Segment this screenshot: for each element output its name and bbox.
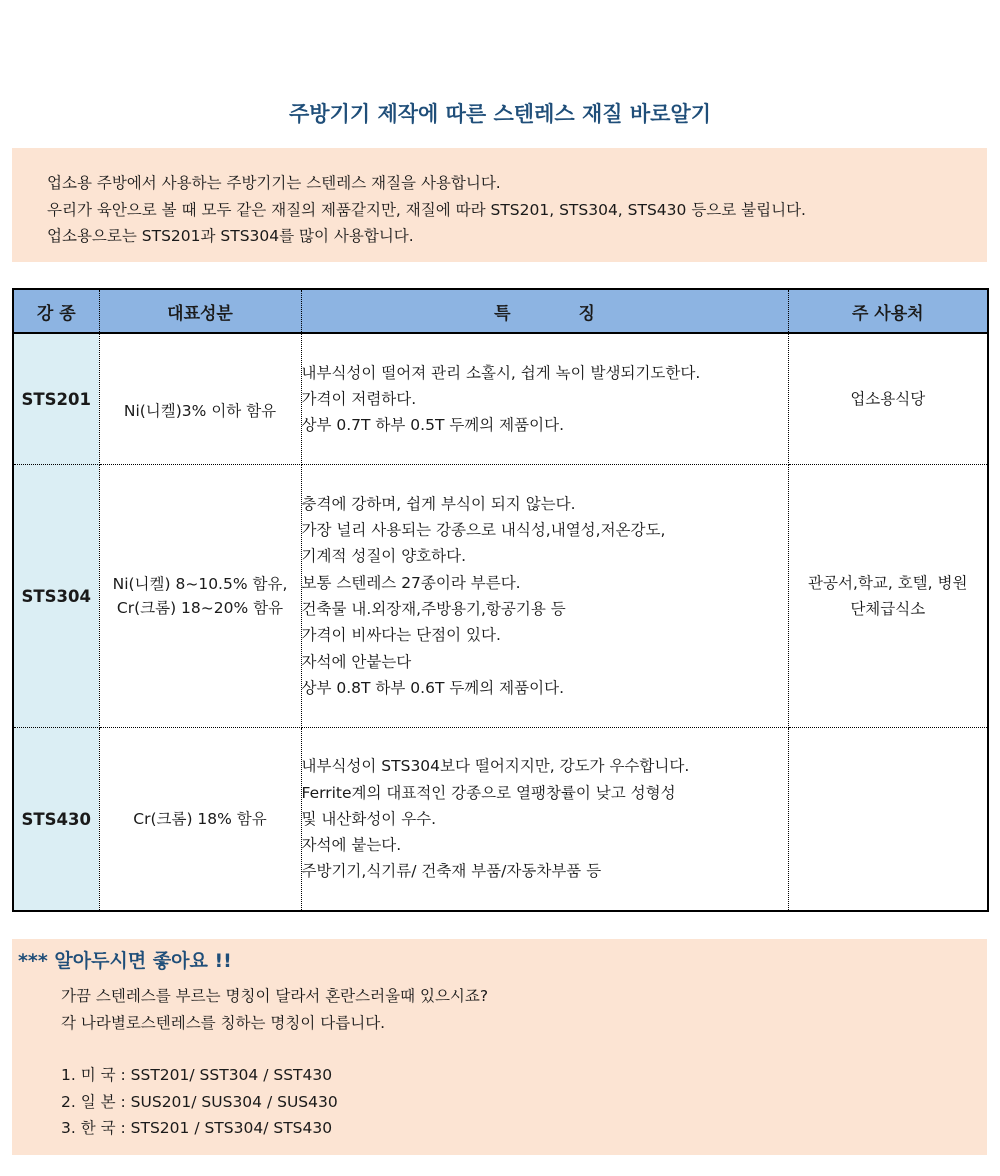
page-title: 주방기기 제작에 따른 스텐레스 재질 바로알기 (289, 102, 711, 126)
features-cell (301, 728, 788, 912)
tip-list-item: 2. 일 본 : SUS201/ SUS304 / SUS430 (61, 1092, 338, 1111)
tip-spacer (18, 1036, 987, 1062)
feature-line: 내부식성이 STS304보다 떨어지지만, 강도가 우수합니다. (301, 757, 690, 776)
feature-line: 가격이 비싸다는 단점이 있다. (301, 626, 501, 645)
header-usage: 주 사용처 (788, 289, 988, 333)
feature-line: 건축물 내.외장재,주방용기,항공기용 등 (301, 600, 566, 618)
intro-box (12, 148, 987, 262)
feature-line: 자석에 붙는다. (301, 836, 402, 855)
composition-line: Cr(크롬) 18~20% 함유 (116, 599, 284, 617)
feature-line: 상부 0.7T 하부 0.5T 두께의 제품이다. (301, 416, 565, 435)
composition-cell (99, 728, 301, 912)
feature-line: 충격에 강하며, 쉽게 부식이 되지 않는다. (301, 494, 576, 513)
header-features: 특 징 (301, 289, 788, 333)
tip-list-item: 1. 미 국 : SST201/ SST304 / SST430 (61, 1066, 333, 1084)
tip-list-item: 3. 한 국 : STS201 / STS304/ STS430 (61, 1119, 333, 1137)
intro-line: 우리가 육안으로 볼 때 모두 같은 재질의 제품같지만, 재질에 따라 STS201, STS304, STS430 등으로 불립니다. (47, 200, 806, 219)
composition-line (100, 375, 301, 399)
feature-line: 보통 스텐레스 27종이라 부른다. (301, 573, 521, 592)
grade-cell: STS304 (13, 465, 99, 728)
table-header-row (13, 289, 988, 333)
feature-line: 상부 0.8T 하부 0.6T 두께의 제품이다. (301, 678, 565, 697)
composition-line: Cr(크롬) 18% 함유 (133, 810, 267, 828)
feature-line: 가격이 저렴하다. (301, 389, 417, 408)
usage-cell (788, 728, 988, 912)
composition-line: Ni(니켈) 8~10.5% 함유, (112, 575, 288, 593)
feature-line: 주방기기,식기류/ 건축재 부품/자동차부품 등 (301, 862, 602, 881)
tip-line: 각 나라별로스텐레스를 칭하는 명칭이 다릅니다. (61, 1013, 386, 1032)
header-grade: 강 종 (13, 289, 99, 333)
header-composition: 대표성분 (99, 289, 301, 333)
intro-line: 업소용 주방에서 사용하는 주방기기는 스텐레스 재질을 사용합니다. (47, 174, 501, 192)
tip-line: 가끔 스텐레스를 부르는 명칭이 달라서 혼란스러울때 있으시죠? (61, 987, 489, 1005)
feature-line: 자석에 안붙는다 (301, 652, 412, 671)
table-row (13, 728, 988, 912)
features-cell (301, 333, 788, 465)
feature-line: 및 내산화성이 우수. (301, 809, 437, 828)
grade-cell: STS201 (13, 333, 99, 465)
usage-cell (788, 465, 988, 728)
usage-cell (788, 333, 988, 465)
composition-cell (99, 333, 301, 465)
composition-line: Ni(니켈)3% 이하 함유 (123, 402, 277, 420)
grade-cell: STS430 (13, 728, 99, 912)
feature-line: 내부식성이 떨어져 관리 소홀시, 쉽게 녹이 발생되기도한다. (301, 363, 701, 382)
tip-heading: *** 알아두시면 좋아요 !! (18, 950, 232, 972)
usage-line: 관공서,학교, 호텔, 병원 (808, 574, 968, 592)
feature-line: 기계적 성질이 양호하다. (301, 547, 467, 566)
usage-line: 업소용식당 (850, 390, 926, 408)
table-row (13, 333, 988, 465)
tip-box (12, 939, 987, 1155)
feature-line: 가장 널리 사용되는 강종으로 내식성,내열성,저온강도, (301, 521, 666, 540)
steel-grade-table (12, 288, 989, 912)
table-row (13, 465, 988, 728)
intro-line: 업소용으로는 STS201과 STS304를 많이 사용합니다. (47, 227, 414, 245)
feature-line: Ferrite계의 대표적인 강종으로 열팽창률이 낮고 성형성 (301, 783, 676, 802)
usage-line: 단체급식소 (850, 600, 926, 618)
features-cell (301, 465, 788, 728)
composition-cell (99, 465, 301, 728)
